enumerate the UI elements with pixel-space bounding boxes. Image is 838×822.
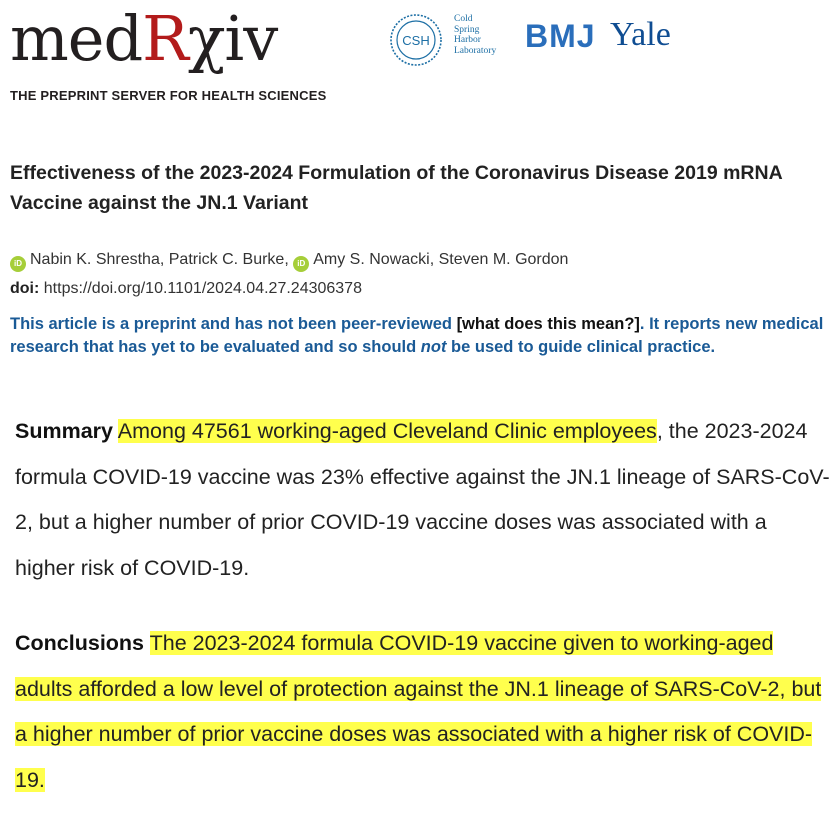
- site-tagline: THE PREPRINT SERVER FOR HEALTH SCIENCES: [10, 88, 327, 103]
- what-does-this-mean-link[interactable]: [what does this mean?]: [456, 315, 640, 333]
- yale-logo[interactable]: Yale: [610, 16, 671, 53]
- conclusions-label: Conclusions: [15, 631, 145, 655]
- csh-logo[interactable]: [388, 12, 518, 68]
- summary-highlight: Among 47561 working-aged Cleveland Clinic employees: [117, 419, 657, 443]
- notice-emphasis: not: [420, 338, 447, 356]
- site-header: [0, 0, 838, 120]
- bmj-logo[interactable]: BMJ: [525, 18, 596, 54]
- conclusions-highlight: The 2023-2024 formula COVID-19 vaccine given to working-aged adults afforded a low level of protection against the JN.1 lineage of SARS-CoV-2, but a higher number of prior vaccine doses was associated with a higher risk of COVID-19.: [15, 631, 822, 792]
- doi-line: [10, 278, 362, 300]
- csh-name: Cold Spring Harbor Laboratory: [454, 14, 497, 56]
- csh-emblem-icon: [388, 12, 448, 68]
- doi-link[interactable]: https://doi.org/10.1101/2024.04.27.24306378: [43, 280, 362, 297]
- medrxiv-logo[interactable]: medRχiv: [10, 2, 278, 75]
- summary-label: Summary: [15, 419, 113, 443]
- summary-text: , the 2023-2024 formula COVID-19 vaccine was 23% effective against the JN.1 lineage of SARS-CoV-2, but a higher number of prior COVID-19 vaccine doses was associated with a higher risk of COVID-19.: [15, 419, 830, 580]
- orcid-icon[interactable]: iD: [293, 256, 309, 272]
- article-title: Effectiveness of the 2023-2024 Formulation of the Coronavirus Disease 2019 mRNA Vaccine against the JN.1 Variant: [10, 162, 782, 214]
- author-group-2[interactable]: Amy S. Nowacki, Steven M. Gordon: [313, 251, 569, 268]
- csh-badge-text: CSH: [402, 33, 430, 48]
- orcid-icon[interactable]: iD: [10, 256, 26, 272]
- doi-label: doi:: [10, 280, 40, 297]
- author-list: [10, 249, 568, 272]
- preprint-notice: This article is a preprint and has not been peer-reviewed [what does this mean?]. It reports new medical research that has yet to be evaluated and so should not be used to guide clinical practice.: [10, 315, 824, 356]
- author-group-1[interactable]: Nabin K. Shrestha, Patrick C. Burke,: [30, 251, 289, 268]
- summary-paragraph: [15, 409, 830, 591]
- conclusions-paragraph: [15, 621, 830, 803]
